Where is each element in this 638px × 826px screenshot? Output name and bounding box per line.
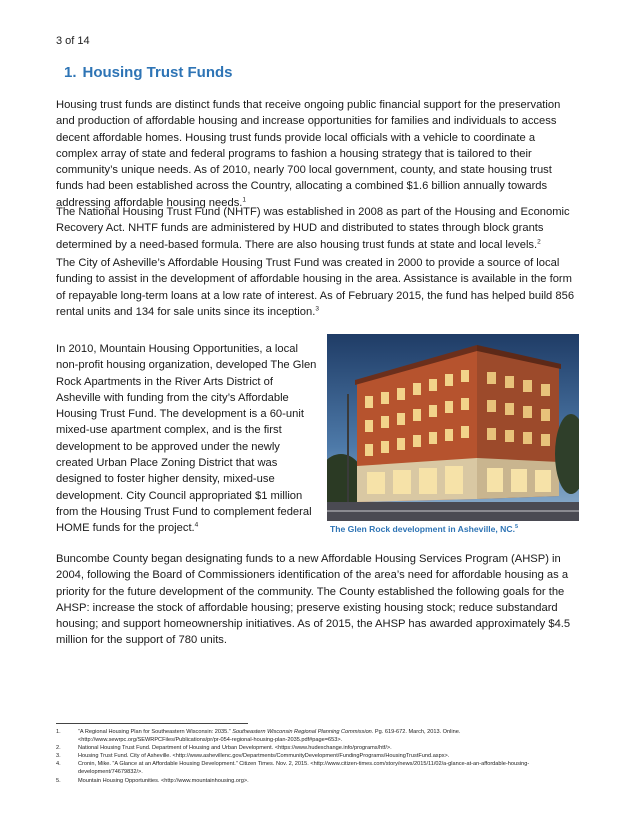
paragraph-text: In 2010, Mountain Housing Opportunities, a local non-profit housing organization, developed The Glen Rock Apartments in the River Arts District of Asheville with funding from the city’s Affordable Housing Trust Fund. The development is a 60-unit mixed-use apartment complex, and is the first development to be approved under the newly created Urban Place Zoning District that was designed to foster higher density, mixed-use development. City Council appropriated $1 million from the Housing Trust Fund to complement federal HOME funds for the project. xyxy=(56,343,317,535)
footnote-item xyxy=(56,728,586,744)
footnote-text[interactable]: “A Regional Housing Plan for Southeastern Wisconsin: 2035.” Southeastern Wisconsin Regional Planning Commission. Pg. 619-672. March, 2013. Online. <http://www.sewrpc.org/SEWRPCFiles/Publications/pr/pr-054-regional-housing-plan-2035.pdf#page=653>. xyxy=(78,729,461,744)
paragraph-text: Housing trust funds are distinct funds that receive ongoing public financial support for the preservation and production of affordable housing and increase opportunities for families and individuals to access decent affordable homes. Housing trust funds provide local officials with a vehicle to coordinate a complex array of state and federal programs to fashion a housing strategy that is tailored to their community’s unique needs. As of 2010, nearly 700 local government, county, and state housing trust funds had been established across the Country, allocating a combined $1.6 billion annually towards addressing affordable housing needs. xyxy=(56,99,561,209)
footnote-text[interactable]: Housing Trust Fund. City of Asheville. <http://www.ashevillenc.gov/Departments/CommunityDevelopment/FundingPrograms/HousingTrustFund.aspx>. xyxy=(78,753,450,760)
paragraph-glen-rock xyxy=(56,341,318,537)
section-title: Housing Trust Funds xyxy=(82,64,233,81)
footnote-number: 1. xyxy=(56,729,61,735)
paragraph-nhtf xyxy=(56,204,576,253)
footnote-number: 4. xyxy=(56,761,61,768)
glen-rock-photo xyxy=(327,334,579,521)
caption-text: The Glen Rock development in Asheville, NC. xyxy=(330,524,515,534)
footnotes xyxy=(56,728,586,785)
footnote-ref[interactable]: 3 xyxy=(315,305,319,313)
section-number: 1. xyxy=(64,64,77,81)
paragraph-asheville-fund xyxy=(56,255,576,320)
paragraph-text: The National Housing Trust Fund (NHTF) was established in 2008 as part of the Housing and Economic Recovery Act. NHTF funds are administered by HUD and distributed to states through block grants determined by a need-based formula. There are also housing trust funds at state and local levels. xyxy=(56,206,570,251)
paragraph-housing-trust-funds xyxy=(56,97,576,211)
paragraph-text: The City of Asheville’s Affordable Housing Trust Fund was created in 2000 to provide a source of local funding to assist in the development of affordable housing in the area. Assistance is available in the form of repayable long-term loans at a low rate of interest. As of February 2015, the fund has helped build 856 rental units and 134 for sale units since its inception. xyxy=(56,257,575,318)
footnote-item xyxy=(56,752,586,760)
photo-caption xyxy=(330,524,518,534)
page-number: 3 of 14 xyxy=(56,35,90,47)
footnote-item xyxy=(56,744,586,752)
footnote-ref[interactable]: 1 xyxy=(242,196,247,204)
section-heading xyxy=(64,64,233,81)
footnote-ref[interactable]: 5 xyxy=(514,524,519,531)
footnote-number: 3. xyxy=(56,753,61,760)
paragraph-buncombe-county xyxy=(56,551,576,649)
footnote-text[interactable]: National Housing Trust Fund. Department of Housing and Urban Development. <https://www.hudexchange.info/programs/htf/>. xyxy=(78,745,392,752)
footnote-item xyxy=(56,777,586,785)
footnote-ref[interactable]: 2 xyxy=(537,237,541,245)
footnote-divider xyxy=(56,723,248,724)
footnote-number: 5. xyxy=(56,777,61,784)
footnote-text[interactable]: Mountain Housing Opportunities. <http://www.mountainhousing.org>. xyxy=(78,777,249,784)
footnote-item xyxy=(56,760,586,776)
footnote-text[interactable]: Cronin, Mike. “A Glance at an Affordable Housing Development.” Citizen Times. Nov. 2, 2015. <http://www.citizen-times.com/story/news/2015/11/02/a-glance-at-an-affordable-housing-development/74679832/>. xyxy=(78,761,530,776)
footnote-number: 2. xyxy=(56,745,61,752)
footnote-ref[interactable]: 4 xyxy=(194,521,199,529)
paragraph-text: Buncombe County began designating funds to a new Affordable Housing Services Program (AHSP) in 2004, following the Board of Commissioners identification of the area’s need for affordable housing as a priority for the future development of the community. The County established the following goals for the AHSP: increase the stock of affordable housing; preserve existing housing stock; reduce substandard housing; and support homeownership initiatives. As of 2015, the AHSP has awarded approximately $4.5 million for the support of 780 units. xyxy=(56,553,571,647)
building-illustration xyxy=(327,334,579,521)
